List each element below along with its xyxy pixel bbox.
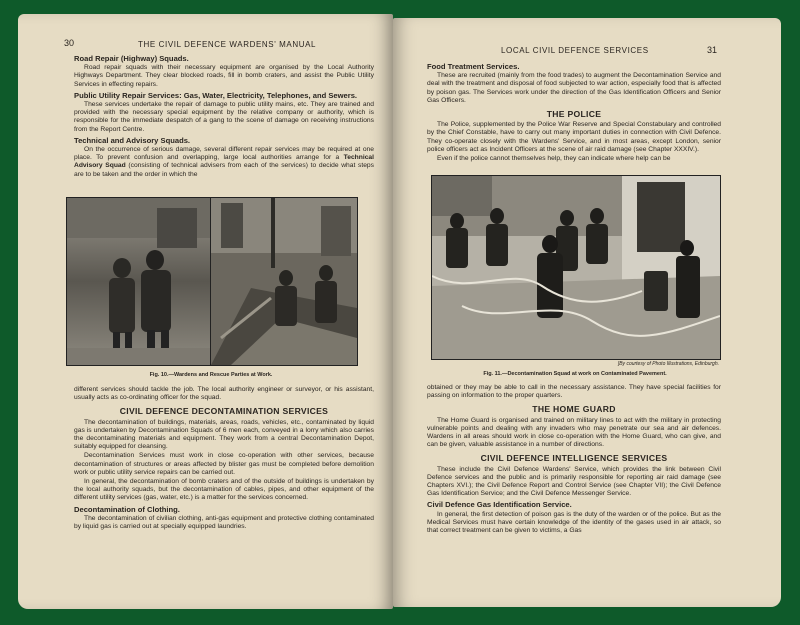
food-heading: Food Treatment Services. [427, 62, 520, 71]
decon-paragraph-2: Decontamination Services must work in close co-operation with other services, because decontamination of structures or areas affected by blister gas must be completed before demolition work or public utility service repairs can be carried out. [74, 452, 374, 476]
right-page [393, 18, 781, 607]
right-text-bottom [427, 384, 721, 536]
decon-paragraph-3: In general, the decontamination of bomb craters and of the outside of buildings is undertaken by the local authority squads, but the decontamination of cables, pipes, and other equipment of the different utility services (gas, water, etc.) is a matter for the services concerned. [74, 478, 374, 502]
police-paragraph-2: Even if the police cannot themselves help, they can indicate where help can be [437, 155, 671, 163]
gas-id-heading: Civil Defence Gas Identification Service. [427, 500, 572, 510]
home-guard-text: The Home Guard is organised and trained on military lines to act with the military in protecting vulnerable points and dealing with any invaders who may penetrate our sea and air defences. Wardens in all areas should work in close co-operation with the Home Guard, who can give, and can be given, valuable assistance in a number of directions. [427, 416, 721, 449]
rescue-party-photo-image [211, 198, 357, 365]
home-guard-heading: THE HOME GUARD [532, 404, 616, 415]
figure-10-caption: Fig. 10.—Wardens and Rescue Parties at Work. [149, 372, 273, 378]
running-head-right: LOCAL CIVIL DEFENCE SERVICES [501, 46, 649, 55]
figure-11-caption: Fig. 11.—Decontamination Squad at work on Contaminated Pavement. [483, 371, 667, 377]
figure-11-photo [431, 175, 721, 360]
left-text-top [74, 52, 374, 180]
technical-text: On the occurrence of serious damage, several different repair services may be required at one place. To prevent confusion and overlapping, large local authorities arrange for a Technical Advisory Squad (consisting of technical advisers from each of the services) to decide what steps are to be taken and the order in which the [74, 146, 374, 178]
figure-10-photo-right [210, 197, 358, 366]
page-number-left: 30 [64, 38, 75, 48]
wardens-photo-image [67, 198, 210, 365]
running-head-left: THE CIVIL DEFENCE WARDENS' MANUAL [138, 40, 317, 49]
left-page [18, 14, 393, 609]
road-repair-heading: Road Repair (Highway) Squads. [74, 54, 189, 63]
intelligence-heading: CIVIL DEFENCE INTELLIGENCE SERVICES [480, 453, 668, 464]
clothing-heading: Decontamination of Clothing. [74, 504, 180, 514]
road-repair-text: Road repair squads with their necessary equipment are organised by the Local Authority Highways Department. They clear blocked roads, fill in bomb craters, and assist the Public Utility Services in effecting repairs. [74, 64, 374, 88]
left-text-bottom [74, 386, 374, 532]
decon-paragraph-1: The decontamination of buildings, materials, areas, roads, vehicles, etc., contaminated by liquid gas is undertaken by Decontamination Squads of 6 men each, conveyed in a lorry which also carries the decontaminating materials and equipment. They work from a central Decontamination Depot, suitably equipped for cleansing. [74, 418, 374, 451]
clothing-text: The decontamination of civilian clothing, anti-gas equipment and protective clothing contaminated by liquid gas is carried out at specially equipped laundries. [74, 514, 374, 531]
right-text-top [427, 60, 721, 164]
after-figure-text-left: different services should tackle the job. The local authority engineer or surveyor, or his assistant, usually acts as co-ordinating officer for the squad. [74, 386, 374, 402]
figure-10-photo-left [66, 197, 211, 366]
decon-services-heading: CIVIL DEFENCE DECONTAMINATION SERVICES [119, 406, 329, 417]
decontamination-squad-photo-image [432, 176, 720, 359]
technical-bold-term: Technical Advisory Squad [74, 154, 374, 170]
photo-credit: [By courtesy of Photo Illustrations, Edinburgh. [617, 361, 719, 367]
public-utility-heading: Public Utility Repair Services: Gas, Water, Electricity, Telephones, and Sewers. [74, 90, 358, 100]
after-figure-text-right: obtained or they may be able to call in the necessary assistance. They have special facilities for passing on information to the proper quarters. [427, 384, 721, 400]
technical-heading: Technical and Advisory Squads. [74, 135, 191, 145]
gas-id-text: In general, the first detection of poison gas is the duty of the warden or of the police. But as the Medical Services must have certain knowledge of the identity of the gases used in air attack, so that correct treatment can be given to victims, a Gas [427, 510, 721, 535]
intelligence-text: These include the Civil Defence Wardens' Service, which provides the link between Civil Defence services and the public and is primarily responsible for reporting air raid damage (see Chapters XVI.); the Civil Defence Report and Control Service (see Chapter VII); the Civil Defence Gas Identification Service; and the Civil Defence Messenger Service. [427, 465, 721, 498]
food-text: These are recruited (mainly from the food trades) to augment the Decontamination Service and deal with the treatment and disposal of food subjected to war action, especially food that is affected by poison gas. The Services work under the direction of the Gas Identification Officers and Senior Gas Officers. [427, 72, 721, 104]
page-number-right: 31 [707, 45, 718, 55]
police-paragraph-1: The Police, supplemented by the Police War Reserve and Special Constabulary and controlled by the Chief Constable, have to carry out many important duties in connection with Civil Defence. They co-operate closely with the Wardens' Service, and in most areas, except London, senior police officers act as Incident Officers at the scene of air raid damage (see Chapter XXXIV.). [427, 121, 721, 153]
public-utility-text: These services undertake the repair of damage to public utility mains, etc. They are trained and provided with the necessary special equipment by the relative company or authority, which is responsible for the immediate despatch of a gang to the scene of damage on receiving instructions from the Report Centre. [74, 101, 374, 133]
police-heading: THE POLICE [546, 109, 602, 120]
